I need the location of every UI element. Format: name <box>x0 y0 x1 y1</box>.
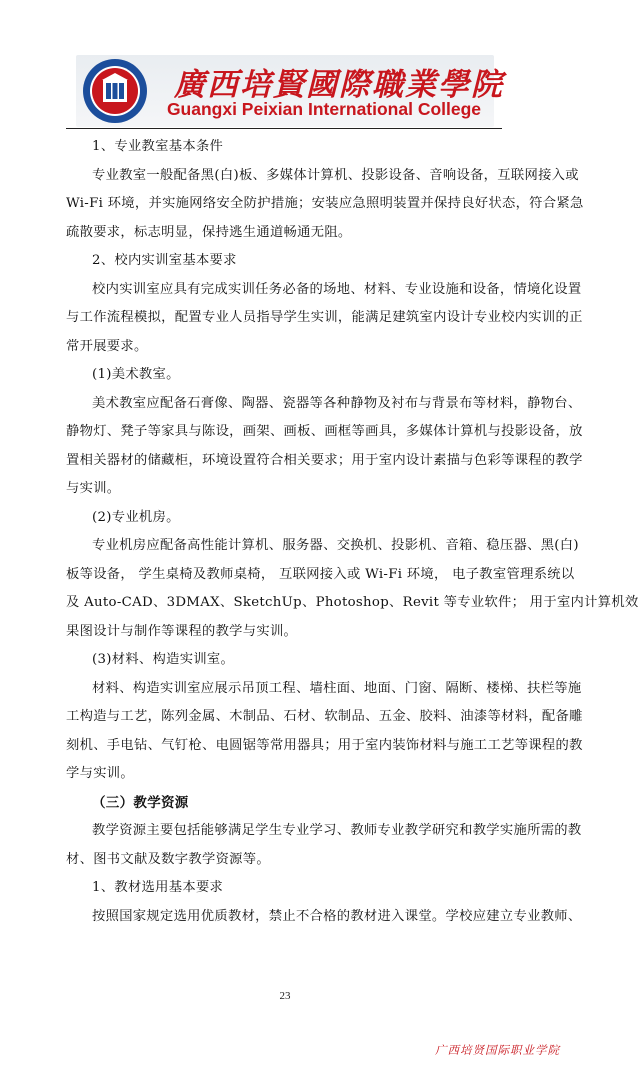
body-line: 刻机、手电钻、气钉枪、电圆锯等常用器具；用于室内装饰材料与施工工艺等课程的教 <box>66 737 583 753</box>
footer-college-watermark: 广西培贤国际职业学院 <box>435 1043 560 1057</box>
college-name-cn: 廣西培賢國際職業學院 <box>174 67 504 103</box>
body-line: 专业机房应配备高性能计算机、服务器、交换机、投影机、音箱、稳压器、黑(白) <box>92 538 579 553</box>
body-line: 及 Auto-CAD、3DMAX、SketchUp、Photoshop、Revit 等专业软件； 用于室内计算机效 <box>66 595 639 610</box>
body-line: 材、图书文献及数字教学资源等。 <box>66 851 270 867</box>
section-heading: （三）教学资源 <box>92 794 189 811</box>
college-header-banner <box>76 55 504 127</box>
body-line: 与工作流程模拟，配置专业人员指导学生实训，能满足建筑室内设计专业校内实训的正 <box>66 310 583 325</box>
body-line: (2)专业机房。 <box>92 509 180 525</box>
college-seal-icon <box>82 58 148 124</box>
body-line: 与实训。 <box>66 481 121 496</box>
body-line: 常开展要求。 <box>66 338 148 354</box>
body-line: (1)美术教室。 <box>92 367 180 382</box>
body-line: 板等设备， 学生桌椅及教师桌椅， 互联网接入或 Wi-Fi 环境， 电子教室管理系统以 <box>66 566 575 582</box>
body-line: 1、专业教室基本条件 <box>92 139 224 154</box>
body-line: 2、校内实训室基本要求 <box>92 253 237 268</box>
body-line: Wi-Fi 环境，并实施网络安全防护措施；安装应急照明装置并保持良好状态，符合紧急 <box>66 196 584 211</box>
document-body <box>66 133 639 931</box>
body-line: 疏散要求，标志明显，保持逃生通道畅通无阻。 <box>66 224 352 240</box>
header-divider <box>66 128 502 129</box>
body-line: 校内实训室应具有完成实训任务必备的场地、材料、专业设施和设备，情境化设置 <box>92 281 582 297</box>
body-line: 材料、构造实训室应展示吊顶工程、墙柱面、地面、门窗、隔断、楼梯、扶栏等施 <box>92 680 582 696</box>
page-number: 23 <box>279 990 291 1002</box>
body-line: 学与实训。 <box>66 766 134 781</box>
college-name-en: Guangxi Peixian International College <box>166 99 482 119</box>
body-line: 专业教室一般配备黑(白)板、多媒体计算机、投影设备、音响设备，互联网接入或 <box>92 167 579 183</box>
body-line: 置相关器材的储藏柜，环境设置符合相关要求；用于室内设计素描与色彩等课程的教学 <box>66 452 583 468</box>
body-line: 工构造与工艺，陈列金属、木制品、石材、软制品、五金、胶料、油漆等材料，配备雕 <box>66 709 583 724</box>
body-line: 果图设计与制作等课程的教学与实训。 <box>66 623 298 639</box>
body-line: 按照国家规定选用优质教材，禁止不合格的教材进入课堂。学校应建立专业教师、 <box>92 908 582 924</box>
body-line: 教学资源主要包括能够满足学生专业学习、教师专业教学研究和教学实施所需的教 <box>92 823 582 838</box>
body-line: 1、教材选用基本要求 <box>92 880 224 895</box>
body-line: (3)材料、构造实训室。 <box>92 652 235 667</box>
body-line: 静物灯、凳子等家具与陈设，画架、画板、画框等画具，多媒体计算机与投影设备，放 <box>66 424 583 439</box>
body-line: 美术教室应配备石膏像、陶器、瓷器等各种静物及衬布与背景布等材料，静物台、 <box>92 395 582 411</box>
